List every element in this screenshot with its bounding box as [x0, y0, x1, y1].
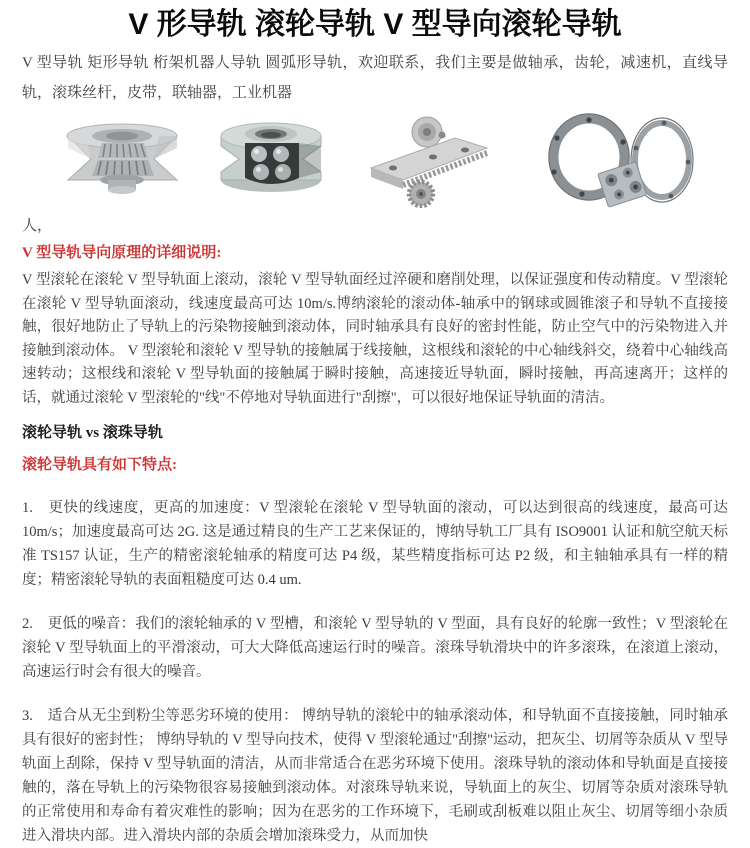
principle-heading: V 型导轨导向原理的详细说明:: [22, 245, 222, 261]
double-row-ball-bearing-cutaway-image: [215, 116, 327, 202]
principle-paragraph: V 型滚轮在滚轮 V 型导轨面上滚动，滚轮 V 型导轨面经过淬硬和磨削处理，以保证强度和传动精度。V 型滚轮在滚轮 V 型导轨面滚动，线速度最高可达 10m/s.博纳滚轮的滚动体-轴承中的钢球或圆锥滚子和导轨不直接接触，很好地防止了导轨上的污染物接触到滚动体，同时轴承具有良好的密封性能，防止空气中的污染物进入并接触到滚动体。 V 型滚轮和滚轮 V 型导轨的接触属于线接触，这根线和滚轮的中心轴线斜交，绕着中心轴线高速转动；这根线和滚轮 V 型导轨面的接触属于瞬时接触，高速接近导轨面，瞬时接触，再高速离开；这样的话，就通过滚轮 V 型滚轮的"线"不停地对导轨面进行"刮擦"，可以很好地保证导轨面的清洁。: [22, 272, 728, 406]
comparison-heading: 滚轮导轨 vs 滚珠导轨: [22, 425, 163, 441]
product-images-row: [22, 112, 728, 208]
features-heading: 滚轮导轨具有如下特点:: [22, 457, 177, 473]
page-title: V 形导轨 滚轮导轨 V 型导向滚轮导轨: [128, 8, 622, 41]
rack-with-guide-roller-and-pinion-image: [369, 112, 489, 208]
intro-continuation: 人，: [22, 218, 53, 234]
feature-item-1: 1. 更快的线速度，更高的加速度：V 型滚轮在滚轮 V 型导轨面的滚动，可以达到很高的线速度，最高可达 10m/s；加速度最高可达 2G. 这是通过精良的生产工艺来保证的，博纳导轨工厂具有 ISO9001 认证和航空航天标准 TS157 认证，生产的精密滚轮轴承的精度可达 P4 级，某些精度指标可达 P2 级，和主轴轴承具有一样的精度；精密滚轮导轨的表面粗糙度可达 0.4 um.: [22, 500, 728, 588]
intro-paragraph: V 型导轨 矩形导轨 桁架机器人导轨 圆弧形导轨，欢迎联系，我们主要是做轴承，齿轮，减速机，直线导轨，滚珠丝杆，皮带，联轴器，工业机器: [22, 55, 728, 101]
ring-track-with-carriage-image: [544, 112, 694, 208]
feature-item-3: 3. 适合从无尘到粉尘等恶劣环境的使用： 博纳导轨的滚轮中的轴承滚动体，和导轨面不直接接触，同时轴承具有很好的密封性； 博纳导轨的 V 型导向技术，使得 V 型滚轮通过"刮擦"运动，把灰尘、切屑等杂质从 V 型导轨面上刮除，保持 V 型导轨面的清洁，从而非常适合在恶劣环境下使用。滚珠导轨的滚动体和导轨面是直接接触的，落在导轨上的污染物很容易接触到滚动体。对滚珠导轨来说，导轨面上的灰尘、切屑等杂质对滚珠导轨的正常使用和寿命有着灾难性的影响；因为在恶劣的工作环境下，毛刷或刮板难以阻止灰尘、切屑等细小杂质进入滑块内部。进入滑块内部的杂质会增加滚珠受力，从而加快: [22, 708, 728, 844]
feature-item-2: 2. 更低的噪音：我们的滚轮轴承的 V 型槽，和滚轮 V 型导轨的 V 型面，具有良好的轮廓一致性；V 型滚轮在滚轮 V 型导轨面上的平滑滚动，可大大降低高速运行时的噪音。滚珠导轨滑块中的许多滚珠，在滚道上滚动，高速运行时会有很大的噪音。: [22, 616, 728, 680]
v-groove-tapered-roller-bearing-cutaway-image: [60, 118, 185, 200]
